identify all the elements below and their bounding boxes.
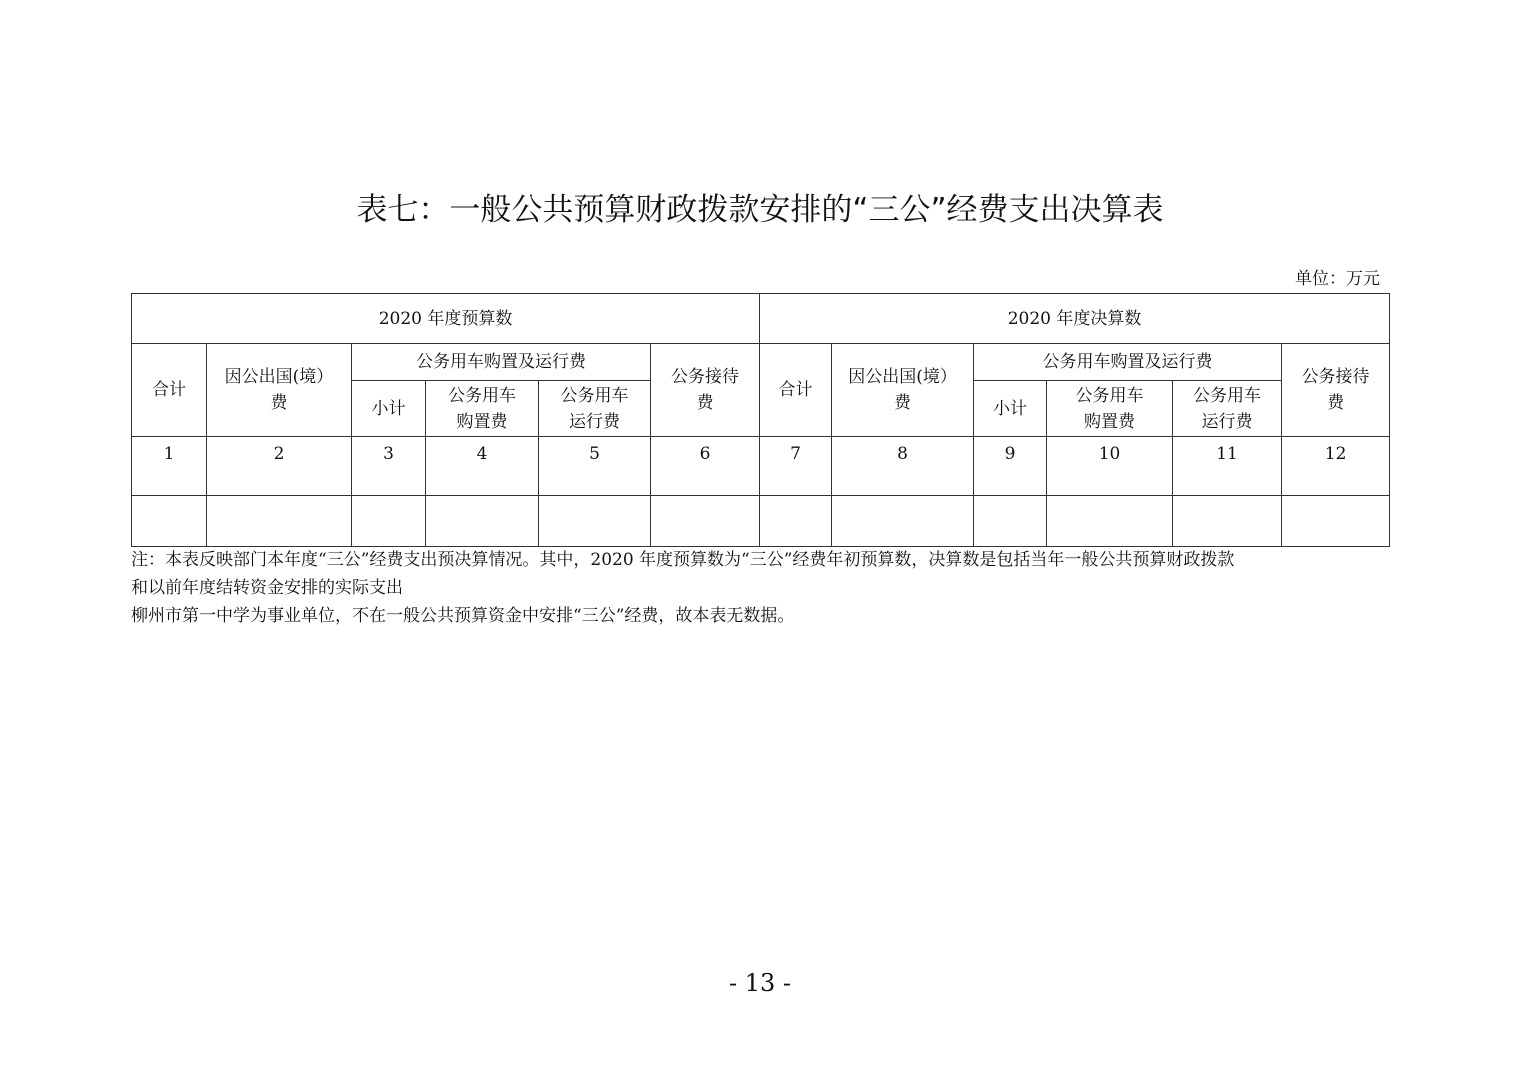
column-number-row <box>132 437 1390 496</box>
header-line: 费 <box>270 393 288 413</box>
column-number-cell: 5 <box>539 437 651 496</box>
final-total-header: 合计 <box>760 344 832 437</box>
empty-cell <box>1282 496 1390 547</box>
column-number-cell: 6 <box>651 437 760 496</box>
page-title: 表七：一般公共预算财政拨款安排的“三公”经费支出决算表 <box>356 192 1164 228</box>
budget-operation-header <box>539 381 651 437</box>
three-public-expenses-table <box>131 293 1390 547</box>
empty-data-row <box>132 496 1390 547</box>
header-line: 购置费 <box>1084 411 1136 432</box>
column-number-cell: 2 <box>207 437 352 496</box>
column-number-cell: 10 <box>1047 437 1173 496</box>
empty-cell <box>760 496 832 547</box>
final-reception-header <box>1282 344 1390 437</box>
header-line: 费 <box>894 393 912 413</box>
column-number-cell: 7 <box>760 437 832 496</box>
header-line: 运行费 <box>569 411 620 432</box>
empty-cell <box>1173 496 1282 547</box>
column-number-cell: 8 <box>832 437 974 496</box>
header-line: 公务接待 <box>1301 367 1370 387</box>
empty-cell <box>352 496 426 547</box>
header-line: 购置费 <box>456 411 508 432</box>
final-abroad-header <box>832 344 974 437</box>
final-operation-header <box>1173 381 1282 437</box>
column-number-cell: 11 <box>1173 437 1282 496</box>
budget-subtotal-header: 小计 <box>352 381 426 437</box>
note-line: 注：本表反映部门本年度“三公”经费支出预决算情况。其中，2020 年度预算数为“三公”经费年初预算数，决算数是包括当年一般公共预算财政拨款 <box>131 550 1235 570</box>
header-line: 公务接待 <box>671 367 740 387</box>
final-purchase-header <box>1047 381 1173 437</box>
header-line: 费 <box>1327 393 1345 413</box>
column-number-cell: 9 <box>974 437 1047 496</box>
header-line: 公务用车 <box>1075 385 1144 406</box>
empty-cell <box>974 496 1047 547</box>
final-group-header: 2020 年度决算数 <box>760 294 1390 344</box>
budget-purchase-header <box>426 381 539 437</box>
note-line: 柳州市第一中学为事业单位，不在一般公共预算资金中安排“三公”经费，故本表无数据。 <box>131 606 795 626</box>
column-number-cell: 4 <box>426 437 539 496</box>
empty-cell <box>651 496 760 547</box>
budget-vehicle-group-header: 公务用车购置及运行费 <box>352 344 651 381</box>
budget-group-header: 2020 年度预算数 <box>132 294 760 344</box>
budget-total-header: 合计 <box>132 344 207 437</box>
table-notes <box>131 546 1389 630</box>
header-line: 因公出国(境） <box>848 367 957 387</box>
note-line: 和以前年度结转资金安排的实际支出 <box>131 578 403 598</box>
empty-cell <box>426 496 539 547</box>
final-vehicle-group-header: 公务用车购置及运行费 <box>974 344 1282 381</box>
header-line: 公务用车 <box>448 385 516 406</box>
empty-cell <box>207 496 352 547</box>
empty-cell <box>1047 496 1173 547</box>
empty-cell <box>539 496 651 547</box>
final-subtotal-header: 小计 <box>974 381 1047 437</box>
header-line: 费 <box>696 393 714 413</box>
header-line: 公务用车 <box>560 385 629 406</box>
empty-cell <box>132 496 207 547</box>
table-header-row <box>132 294 1390 344</box>
table-subheader-row <box>132 344 1390 381</box>
budget-reception-header <box>651 344 760 437</box>
column-number-cell: 12 <box>1282 437 1390 496</box>
column-number-cell: 1 <box>132 437 207 496</box>
budget-abroad-header <box>207 344 352 437</box>
header-line: 因公出国(境） <box>224 367 334 387</box>
header-line: 运行费 <box>1201 411 1253 432</box>
column-number-cell: 3 <box>352 437 426 496</box>
empty-cell <box>832 496 974 547</box>
header-line: 公务用车 <box>1193 385 1262 406</box>
page-number: - 13 - <box>728 969 791 997</box>
unit-label: 单位：万元 <box>1295 269 1380 289</box>
